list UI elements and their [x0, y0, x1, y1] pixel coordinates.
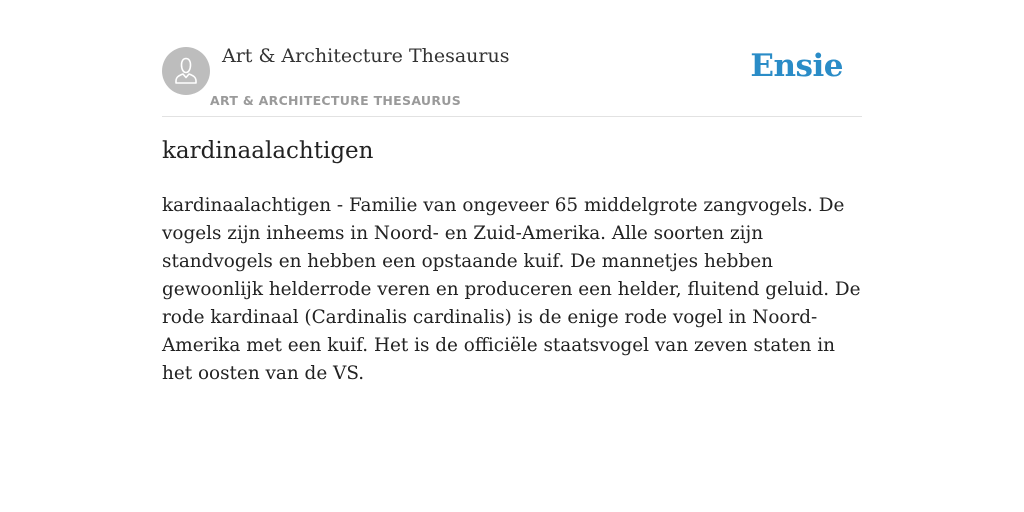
source-title-link[interactable]: Art & Architecture Thesaurus — [222, 45, 510, 67]
brand-logo-link[interactable]: Ensie — [750, 48, 843, 84]
header — [162, 0, 862, 117]
term-title: kardinaalachtigen — [162, 138, 374, 164]
source-subtitle: ART & ARCHITECTURE THESAURUS — [210, 93, 462, 108]
user-icon — [162, 47, 210, 95]
avatar[interactable] — [162, 47, 210, 95]
definition-text: kardinaalachtigen - Familie van ongeveer 65 middelgrote zangvogels. De vogels zijn inheems in Noord- en Zuid-Amerika. Alle soorten zijn standvogels en hebben een opstaande kuif. De mannetjes hebben gewoonlijk helderrode veren en produceren een helder, fluitend geluid. De rode kardinaal (Cardinalis cardinalis) is de enige rode vogel in Noord-Amerika met een kuif. Het is de officiële staatsvogel van zeven staten in het oosten van de VS. — [162, 195, 861, 384]
content-container — [162, 0, 862, 384]
